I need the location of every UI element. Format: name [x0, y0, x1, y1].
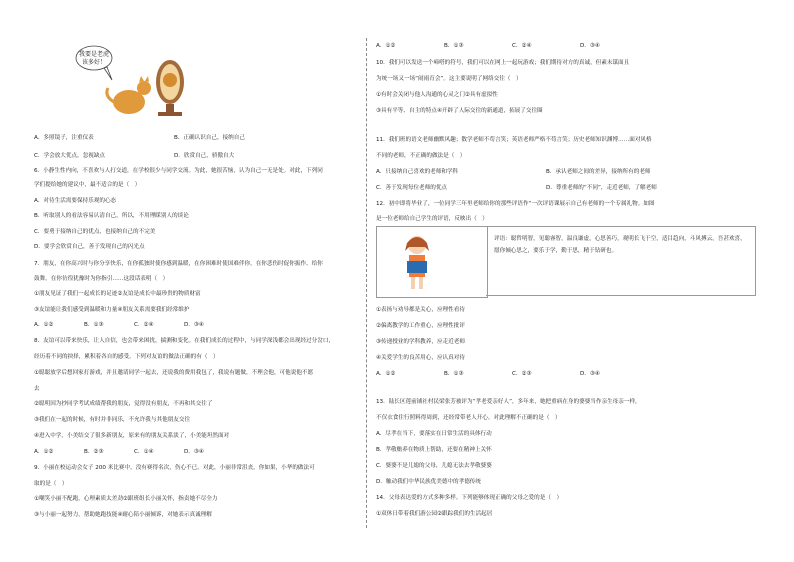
right-line-17: 13．陆长区莲前铺社村民梁张芳被评为“孝老爱亲好人”，多年来，她把重病在身的婆婆当作亲生母亲一样，	[376, 399, 641, 405]
option: C．善于发现每位老师的优点	[376, 185, 448, 191]
option: C．②④	[512, 43, 532, 49]
right-line-15: ④关爱学生的良苦用心，应认真对待	[376, 355, 465, 361]
option: C．①④	[134, 449, 154, 455]
option: C．学会放大优点，忽视缺点	[34, 153, 106, 159]
bubble-line-1: 我要是老虎	[78, 51, 110, 58]
right-line-6: 11．我们班的语文老师幽默风趣；数学老师不苟言笑；英语老师严格不苟言笑；历史老师知识渊博……面对风格	[376, 137, 652, 143]
left-line-5: A．对待生活需要保持乐观的心态	[34, 198, 117, 204]
option: C．②④	[134, 322, 154, 328]
left-line-21	[34, 450, 234, 456]
option: A．①②	[34, 449, 54, 455]
left-line-19: ③我们在一起的时候，有时并非同乐，不允许我与其他朋友交往	[34, 417, 191, 423]
left-line-9: 7．朋友，在你高兴时与你分享快乐，在你孤独时使你感到温暖，在你困难时使国难伴你，在你悲伤时促你振作、给你	[34, 261, 323, 267]
left-line-1	[34, 136, 314, 142]
option: D．③④	[580, 43, 600, 49]
left-line-18: ②聪明因为抄同学考试成绩帮我的朋友，觉得没有朋友，不再和其交往了	[34, 401, 213, 407]
right-line-2: 10．我们可以发送一个啼嗒的符号，我们可以在网上一起玩游戏；我们期待对方的真诚，但素未谋面且	[376, 60, 630, 66]
left-line-10: 鼓舞。在你彷徨犹豫时为你指引……这段话表明（ ）	[34, 276, 169, 282]
cat-head	[137, 81, 151, 95]
option: D．尊重老师的“不同”，走近老师，了解老师	[546, 185, 657, 191]
right-line-22: D．触动我们中华民族优美德中的孝德传统	[376, 479, 481, 485]
right-line-13: ②偏离教学的工作重心，应理性批评	[376, 323, 465, 329]
right-line-21: C．婆婆不是儿媳的父母，儿媳无法去孝敬婆婆	[376, 463, 492, 469]
girl-reading-icon	[377, 227, 487, 297]
right-line-5: ③具有平等、自主的特点④开辟了人际交往的新通道，拓展了交往圈	[376, 108, 543, 114]
right-line-3: 为统一场又一场“闹雨育会”。这主要说明了网络交往（ ）	[376, 76, 522, 82]
right-line-23: 14．父母表达爱的方式多种多样。下列能够体现正确的父母之爱的是（ ）	[376, 495, 563, 501]
left-line-25: ③与小丽一起努力，帮助她跑技能④耐心陪小丽倾诉，对她表示真诚理解	[34, 512, 212, 518]
cat-mirror-illustration	[74, 36, 194, 122]
left-line-23: 取的是（ ）	[34, 481, 68, 487]
option: C．②③	[512, 371, 532, 377]
bubble-tail	[104, 67, 112, 80]
right-line-4: ①有时会关闭与他人沟通的心灵之门②具有虚拟性	[376, 92, 498, 98]
right-line-14: ③传递授业的学科教养，应走近老师	[376, 339, 465, 345]
left-line-3: 6．小静生性内向，不喜欢与人打交道，在学校很少与同学交流。为此，她很苦恼，认为自己一无是处。对此，下列同	[34, 168, 323, 174]
left-line-6: B．听取别人的看法容易认清自己，所以，不用理睬别人的谈论	[34, 213, 189, 219]
tiger-reflection	[163, 73, 177, 87]
teacher-comment: 评语：聪哲明智，见聪睿智，温良谦虚，心思善巧，观明长飞于空，适目趋向，斗风搏云，吾甚欢喜，愿你倾心思之，要乐于学，勤于思，精于钻研也。	[486, 226, 756, 296]
option: D．③④	[580, 371, 600, 377]
right-line-24: ①双休日带着我们游公园②跟踪我们的生活起居	[376, 511, 493, 517]
left-line-17: 去	[34, 386, 40, 392]
speech-bubble	[76, 46, 112, 70]
option: B．①③	[444, 371, 464, 377]
left-line-2	[34, 154, 314, 160]
right-line-1	[376, 44, 648, 50]
right-line-12: ①表扬与劝导都是关心，应理性看待	[376, 307, 465, 313]
option: D．③④	[184, 322, 204, 328]
left-line-20: ④进入中学，小美结交了很多新朋友，原来有的朋友关系淡了，小美能坦然面对	[34, 433, 230, 439]
left-line-22: 9．小丽在校运动会女子 200 米比赛中，没有赛得名次，伤心不已。对此，小丽非常沮丧，你如果，小华的做法可	[34, 465, 315, 471]
option: B．①③	[444, 43, 464, 49]
option: B．正确认识自己，接纳自己	[174, 135, 245, 141]
left-line-11: ①朋友见证了我们一起成长的足迹②友谊是成长中最珍贵的物质财富	[34, 291, 201, 297]
option: A．①②	[34, 322, 54, 328]
column-divider	[366, 38, 367, 528]
left-line-13	[34, 323, 234, 329]
option: A．①②	[376, 371, 396, 377]
left-line-4: 学们提给她的建议中，最不适合的是（ ）	[34, 182, 141, 188]
option: A．多照镜子，注重仪表	[34, 135, 94, 141]
teacher-illustration-box	[376, 226, 488, 298]
bubble-line-2: 该多好！	[81, 59, 107, 66]
right-line-7: 不同的老师，不正确的做法是（ ）	[376, 153, 466, 159]
option: A．①②	[376, 43, 396, 49]
left-line-15: 经历着不同的抉择，累积着各自的感受。下列对友谊的做法正确的有（ ）	[34, 354, 219, 360]
right-line-19: A．尽孝在当下，要落实在日常生活的具体行动	[376, 431, 492, 437]
left-line-24: ①嘲笑小丽不配跑，心理素质太差劲②跟班组长小丽关怀，指责她不尽全力	[34, 496, 218, 502]
option: B．①③	[84, 322, 104, 328]
left-line-7: C．要勇于接纳自己的优点，也接纳自己的不完美	[34, 229, 156, 235]
left-line-8: D．要学会欣赏自己，善于发现自己的闪光点	[34, 244, 145, 250]
right-line-18: 不仅衣食住行照料得周到，还经常带老人开心。对此理解不正确的是（ ）	[376, 415, 561, 421]
option: B．②③	[84, 449, 104, 455]
option: D．欣赏自己，骄傲自大	[174, 153, 235, 159]
right-line-10: 12．初中即将毕业了，一位同学三年里老师给你的那些评语作“一次评语课展示自己有老师的一个专属礼物。如图	[376, 201, 655, 207]
option: D．③④	[184, 449, 204, 455]
option: B．承认老师之间的差异，接纳所有的老师	[546, 169, 651, 175]
right-line-11: 是一位老师给自己学生的评语，反映出（ ）	[376, 216, 488, 222]
right-line-8	[376, 170, 716, 176]
right-line-9	[376, 186, 716, 192]
left-line-12: ③友谊能让我们感受到温暖和力量④朋友关系需要我们经常维护	[34, 307, 190, 313]
option: A．只接纳自己喜欢的老师和学科	[376, 169, 459, 175]
left-line-16: ①聪聪放学后想回家打游戏，并且邀请同学一起去，还说我的费用我包了，我说有题做，不理会他，可他说他不愿	[34, 370, 314, 376]
left-line-14: 8．友谊可以带来快乐，让人自信，也会带来困扰，揣测和变化。在我们成长的过程中，与同学深浅都会出现经过分岔口，	[34, 338, 335, 344]
right-line-20: B．孝敬赡养在物质上帮助，还要在精神上关怀	[376, 447, 492, 453]
right-line-16	[376, 372, 648, 378]
